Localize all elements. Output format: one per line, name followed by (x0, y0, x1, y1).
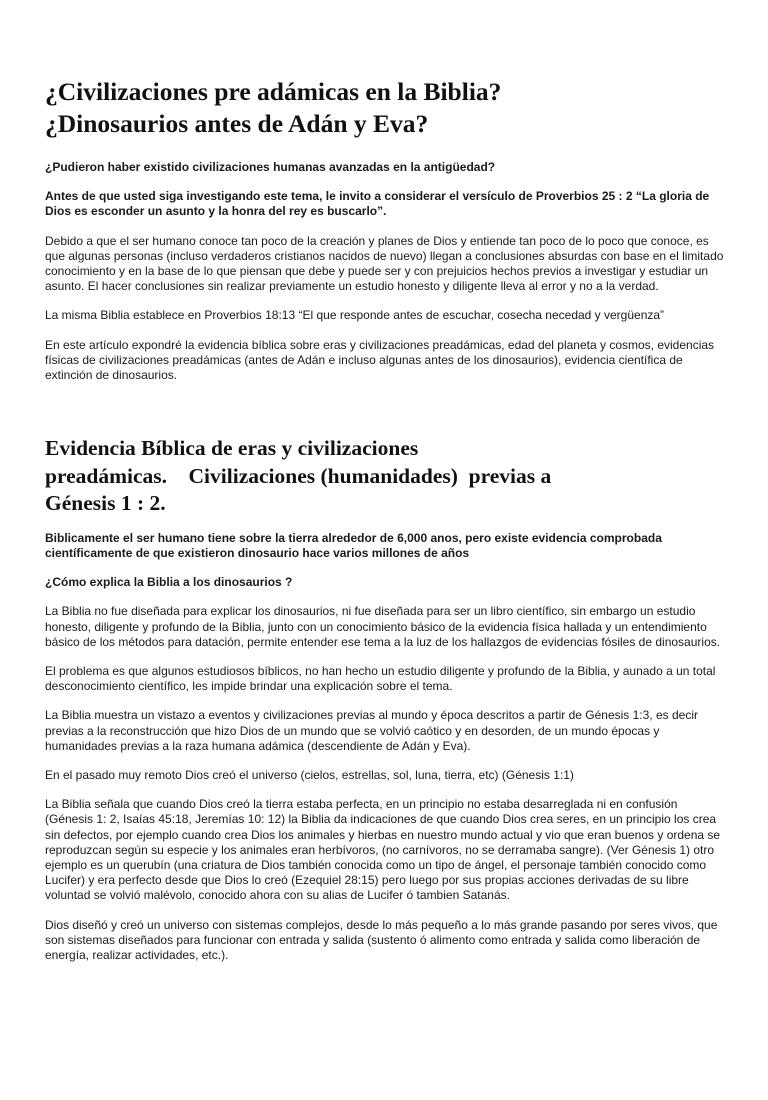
paragraph-6: La Biblia muestra un vistazo a eventos y civilizaciones previas al mundo y época descritos a partir de Génesis 1:3, es decir previas a la reconstrucción que hizo Dios de un mundo que se volvió caótico y en desorden, de un mundo épocas y humanidades previas a la raza humana adámica (descendiente de Adán y Eva). (45, 708, 698, 753)
bold-statement: Biblicamente el ser humano tiene sobre la tierra alrededor de 6,000 anos, pero existe evidencia comprobada científicamente de que existieron dinosaurio hace varios millones de años (45, 530, 662, 560)
main-title-line-1: ¿Civilizaciones pre adámicas en la Biblia? (45, 77, 502, 106)
paragraph-9: Dios diseñó y creó un universo con sistemas complejos, desde lo más pequeño a lo más grande pasando por seres vivos, que son sistemas diseñados para funcionar con entrada y salida (sustento ó alimento como entrada y salida como liberación de energía, realizar actividades, etc.). (45, 917, 718, 962)
section-title-line-1: Evidencia Bíblica de eras y civilizaciones (45, 436, 419, 461)
paragraph-8: La Biblia señala que cuando Dios creó la tierra estaba perfecta, en un principio no estaba desarreglada ni en confusión (Génesis 1: 2, Isaías 45:18, Jeremías 10: 12) la Biblia da indicaciones de que cuando Dios crea seres, en un principio los crea sin defectos, por ejemplo cuando crea Dios los animales y hierbas en nuestro mundo actual y vio que eran buenos y ordena se reproduzcan según su especie y los animales eran herbívoros, (no carnívoros, no se derramaba sangre). (Ver Génesis 1) otro ejemplo es un querubín (una criatura de Dios también conocida como un tipo de ángel, el personaje también conocido como Lucifer) y era perfecto desde que Dios lo creó (Ezequiel 28:15) pero luego por sus propias acciones derivadas de su libre voluntad se volvió malévolo, conocido ahora con su alias de Lucifer ó tambien Satanás. (45, 797, 721, 903)
paragraph-2: La misma Biblia establece en Proverbios 18:13 “El que responde antes de escuchar, cosecha necedad y vergüenza” (45, 308, 665, 323)
intro-proverb: Antes de que usted siga investigando este tema, le invito a considerar el versículo de Proverbios 25 : 2 “La gloria de Dios es esconder un asunto y la honra del rey es buscarlo”. (45, 189, 710, 219)
paragraph-1: Debido a que el ser humano conoce tan poco de la creación y planes de Dios y entiende tan poco de lo poco que conoce, es que algunas personas (incluso verdaderos cristianos nacidos de nuevo) llegan a conclusiones absurdas con base en el limitado conocimiento y en la base de lo que piensan que debe y puede ser y con prejuicios hechos previos a investigar y estudiar un asunto. El hacer conclusiones sin realizar previamente un estudio honesto y diligente lleva al error y no a la verdad. (45, 233, 724, 294)
paragraph-3: En este artículo expondré la evidencia bíblica sobre eras y civilizaciones preadámicas, edad del planeta y cosmos, evidencias físicas de civilizaciones preadámicas (antes de Adán e incluso algunas antes de los dinosaurios), evidencia científica de extinción de dinosaurios. (45, 337, 715, 383)
document-page (0, 76, 768, 1100)
section-title-line-2: preadámicas. Civilizaciones (humanidades) previas a (45, 463, 552, 488)
main-title-line-2: ¿Dinosaurios antes de Adán y Eva? (45, 109, 429, 138)
main-title (45, 76, 724, 140)
section-title-line-3: Génesis 1 : 2. (45, 491, 166, 516)
intro-question: ¿Pudieron haber existido civilizaciones humanas avanzadas en la antigüedad? (45, 160, 496, 174)
section-title (45, 435, 724, 518)
paragraph-5: El problema es que algunos estudiosos bíblicos, no han hecho un estudio diligente y profundo de la Biblia, y aunado a un total desconocimiento científico, les impide brindar una explicación sobre el tema. (45, 663, 716, 694)
paragraph-4: La Biblia no fue diseñada para explicar los dinosaurios, ni fue diseñada para ser un libro científico, sin embargo un estudio honesto, diligente y profundo de la Biblia, junto con un conocimiento básico de la evidencia física hallada y un entendimiento básico de los métodos para datación, permite entender ese tema a la luz de los hallazgos de evidencias fósiles de dinosaurios. (45, 604, 721, 649)
dinosaur-question: ¿Cómo explica la Biblia a los dinosaurios ? (45, 575, 293, 590)
paragraph-7: En el pasado muy remoto Dios creó el universo (cielos, estrellas, sol, luna, tierra, etc) (Génesis 1:1) (45, 767, 574, 782)
